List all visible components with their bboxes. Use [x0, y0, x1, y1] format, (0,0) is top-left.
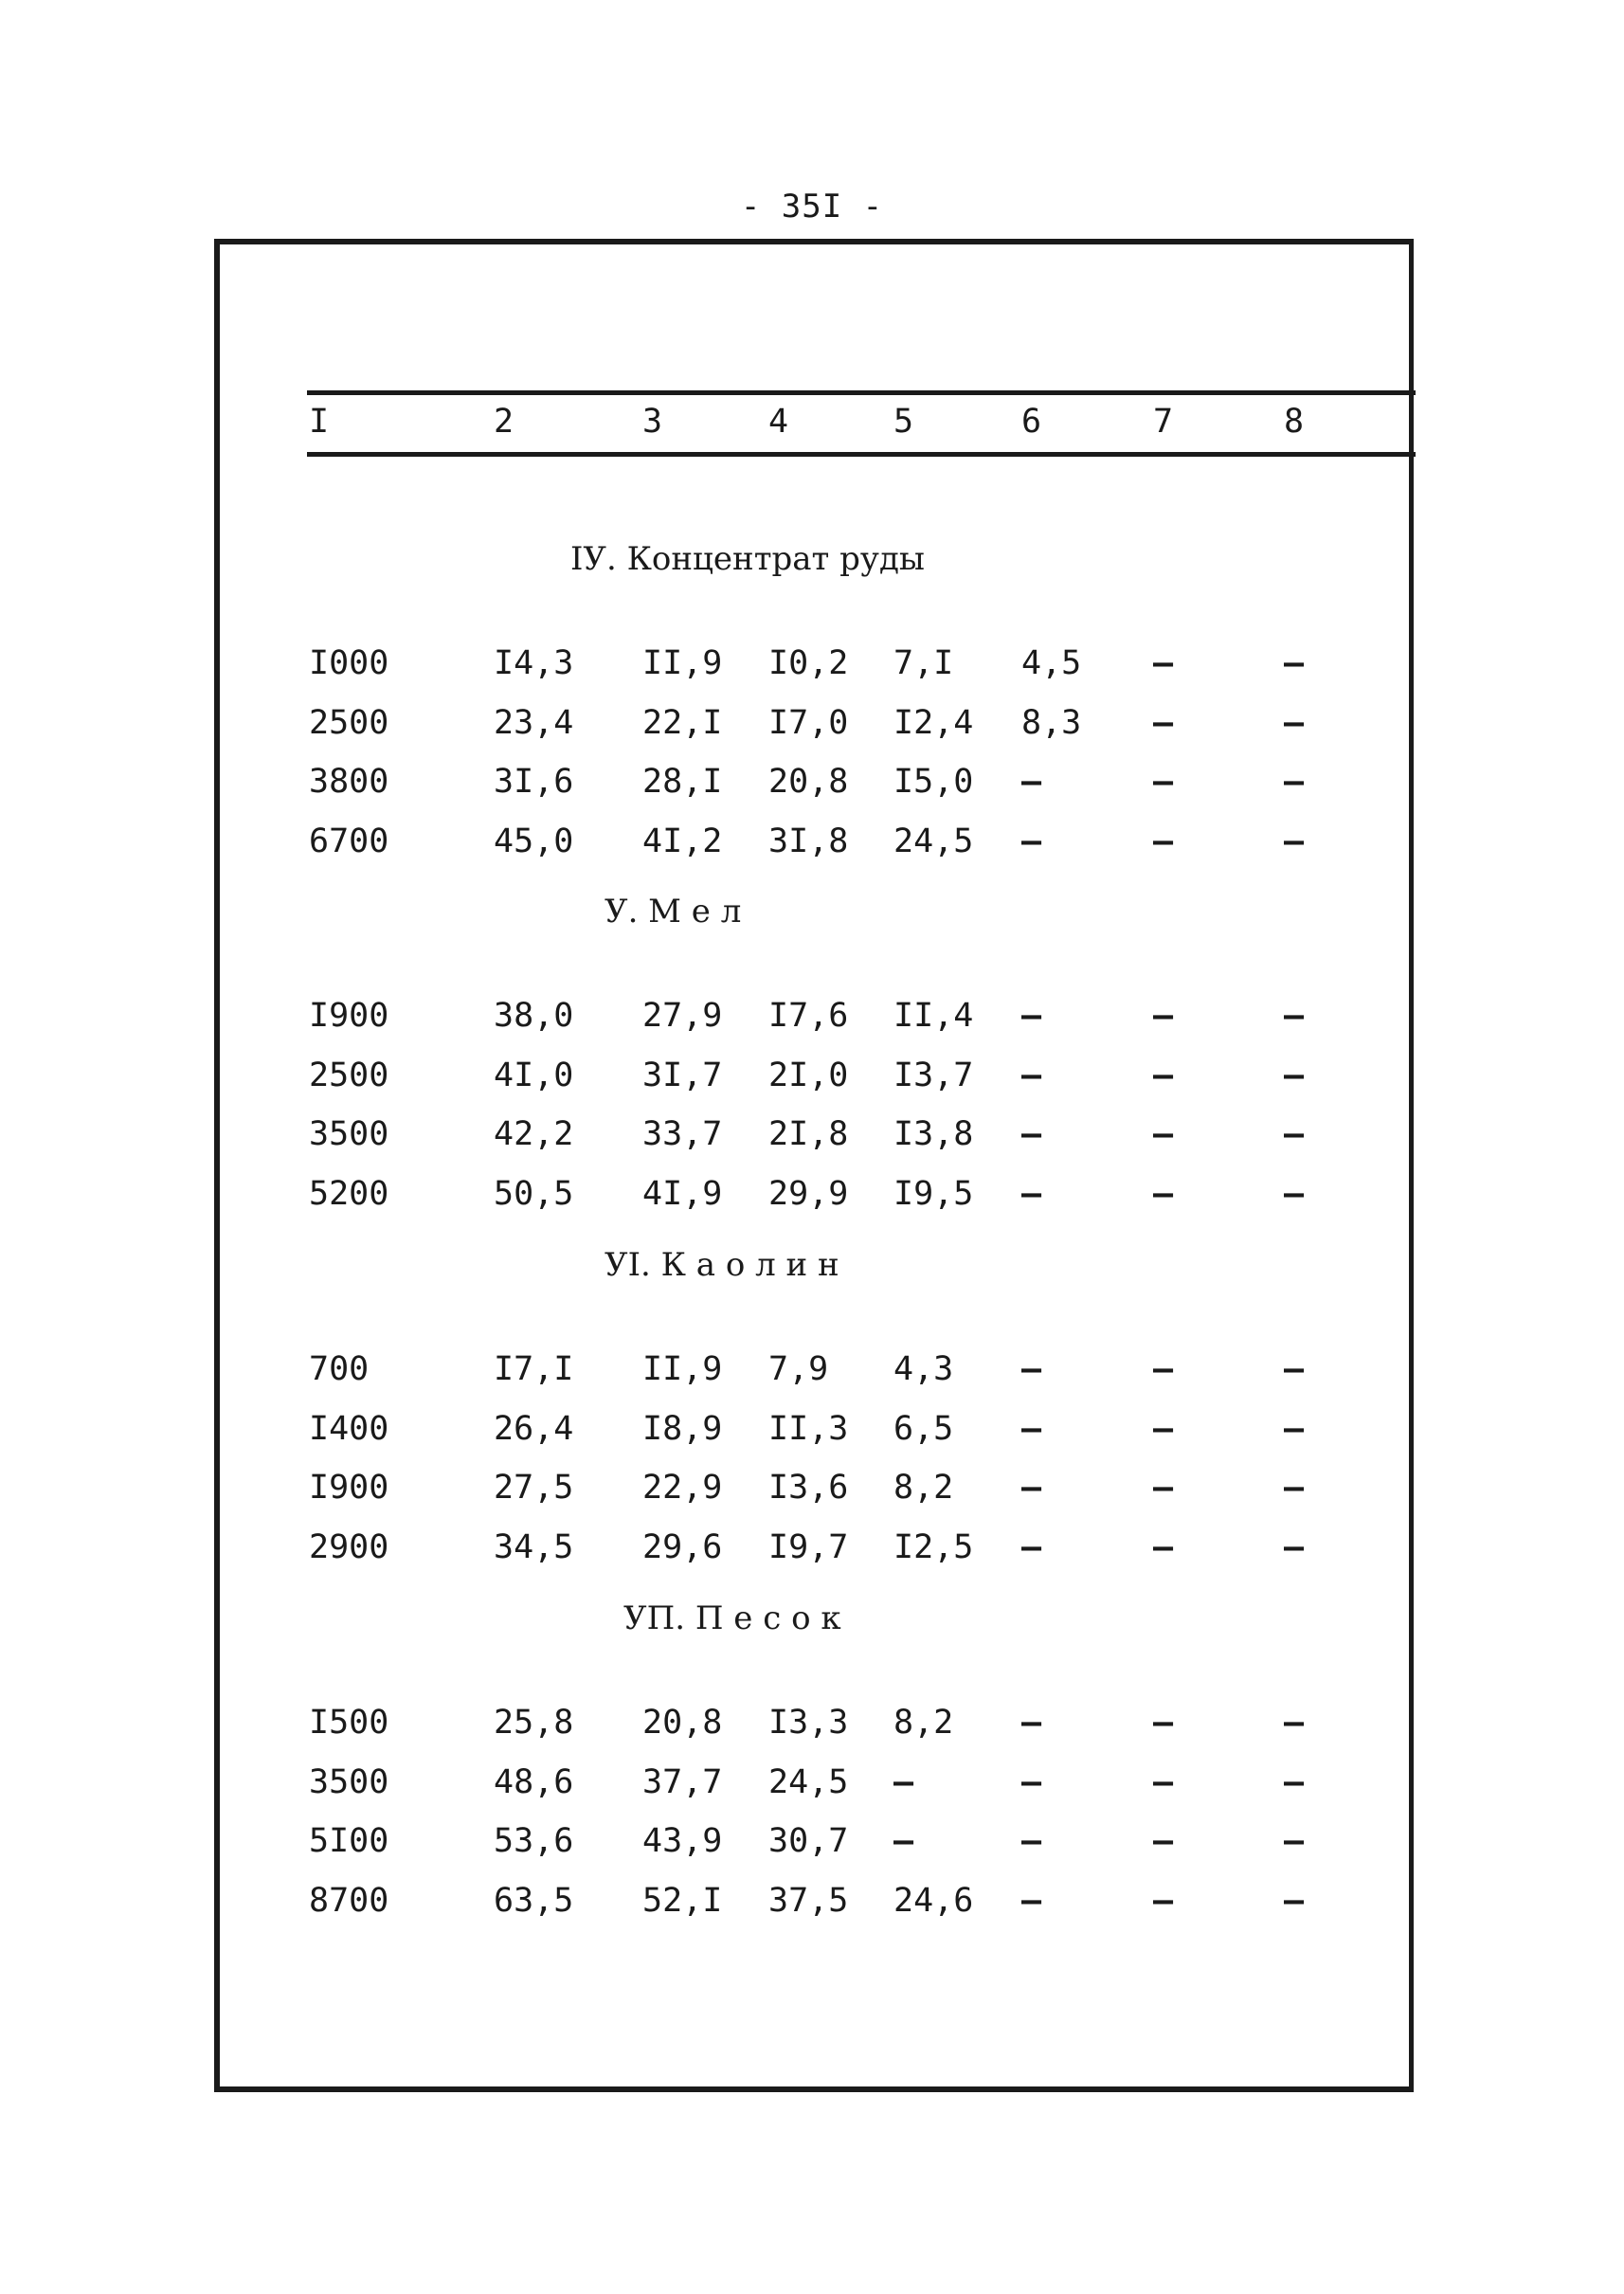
- table-cell: 48,6: [494, 1763, 574, 1801]
- table-cell: 43,9: [642, 1822, 723, 1860]
- table-cell: 24,6: [893, 1882, 974, 1920]
- table-cell: –: [1153, 1175, 1174, 1213]
- table-cell: –: [1153, 1115, 1174, 1153]
- table-cell: 24,5: [768, 1763, 849, 1801]
- table-cell: 27,9: [642, 997, 723, 1035]
- table-cell: 23,4: [494, 704, 574, 742]
- table-cell: 4I,2: [642, 822, 723, 860]
- table-cell: 34,5: [494, 1528, 574, 1566]
- table-cell: –: [1153, 822, 1174, 860]
- table-cell: 3I,8: [768, 822, 849, 860]
- table-cell: 27,5: [494, 1469, 574, 1507]
- table-cell: 63,5: [494, 1882, 574, 1920]
- table-cell: 33,7: [642, 1115, 723, 1153]
- table-cell: I7,0: [768, 704, 849, 742]
- table-cell: 4: [768, 403, 789, 441]
- table-cell: 25,8: [494, 1704, 574, 1742]
- table-cell: –: [1284, 644, 1305, 682]
- table-cell: 2I,8: [768, 1115, 849, 1153]
- table-cell: 8,2: [893, 1469, 954, 1507]
- table-cell: –: [1153, 997, 1174, 1035]
- table-cell: 38,0: [494, 997, 574, 1035]
- table-cell: I900: [309, 997, 389, 1035]
- table-cell: –: [1021, 1057, 1042, 1094]
- table-cell: I3,8: [893, 1115, 974, 1153]
- table-cell: –: [1021, 1704, 1042, 1742]
- table-cell: 26,4: [494, 1410, 574, 1448]
- table-cell: –: [1153, 1350, 1174, 1388]
- table-cell: 3500: [309, 1115, 389, 1153]
- table-cell: –: [1153, 1410, 1174, 1448]
- table-cell: –: [1021, 1882, 1042, 1920]
- table-frame: [214, 239, 1414, 2092]
- table-cell: –: [1153, 1822, 1174, 1860]
- table-cell: 28,I: [642, 763, 723, 801]
- table-cell: –: [1153, 644, 1174, 682]
- table-cell: –: [1153, 1704, 1174, 1742]
- table-cell: I000: [309, 644, 389, 682]
- table-cell: –: [1021, 1410, 1042, 1448]
- table-cell: 2: [494, 403, 514, 441]
- table-cell: –: [1284, 822, 1305, 860]
- table-cell: 3800: [309, 763, 389, 801]
- table-cell: 24,5: [893, 822, 974, 860]
- table-cell: –: [1021, 1175, 1042, 1213]
- table-cell: I9,5: [893, 1175, 974, 1213]
- table-cell: 4I,9: [642, 1175, 723, 1213]
- table-cell: I9,7: [768, 1528, 849, 1566]
- table-cell: II,9: [642, 644, 723, 682]
- table-cell: 700: [309, 1350, 370, 1388]
- table-cell: 22,I: [642, 704, 723, 742]
- table-cell: I2,5: [893, 1528, 974, 1566]
- table-cell: –: [1284, 1469, 1305, 1507]
- header-rule-bottom: [307, 452, 1416, 457]
- table-cell: 52,I: [642, 1882, 723, 1920]
- table-cell: –: [893, 1822, 914, 1860]
- table-cell: 20,8: [768, 763, 849, 801]
- table-cell: –: [1021, 1763, 1042, 1801]
- table-cell: 5I00: [309, 1822, 389, 1860]
- table-cell: 5: [893, 403, 914, 441]
- table-cell: –: [1284, 997, 1305, 1035]
- table-cell: 3I,6: [494, 763, 574, 801]
- table-cell: I0,2: [768, 644, 849, 682]
- table-cell: –: [1153, 1057, 1174, 1094]
- table-cell: 4,5: [1021, 644, 1082, 682]
- section-title-text: УП. П е с о к: [623, 1599, 841, 1637]
- table-cell: 2500: [309, 1057, 389, 1094]
- table-cell: 8: [1284, 403, 1305, 441]
- table-cell: –: [1153, 763, 1174, 801]
- table-cell: 29,9: [768, 1175, 849, 1213]
- table-cell: –: [1021, 1350, 1042, 1388]
- table-cell: 3500: [309, 1763, 389, 1801]
- table-cell: 6,5: [893, 1410, 954, 1448]
- table-cell: –: [1021, 1115, 1042, 1153]
- table-cell: 8,3: [1021, 704, 1082, 742]
- table-cell: –: [1284, 1528, 1305, 1566]
- section-title-text: IУ. Концентрат руды: [570, 540, 925, 578]
- table-cell: –: [1021, 997, 1042, 1035]
- table-cell: 29,6: [642, 1528, 723, 1566]
- table-cell: I400: [309, 1410, 389, 1448]
- table-cell: 3: [642, 403, 663, 441]
- table-cell: 4,3: [893, 1350, 954, 1388]
- table-cell: 3I,7: [642, 1057, 723, 1094]
- table-cell: –: [1284, 1175, 1305, 1213]
- table-cell: II,3: [768, 1410, 849, 1448]
- table-cell: I500: [309, 1704, 389, 1742]
- table-cell: 45,0: [494, 822, 574, 860]
- table-cell: I3,7: [893, 1057, 974, 1094]
- table-cell: –: [1021, 822, 1042, 860]
- table-cell: I900: [309, 1469, 389, 1507]
- table-cell: –: [1153, 1882, 1174, 1920]
- section-title-text: УI. К а о л и н: [604, 1246, 839, 1284]
- table-cell: –: [1021, 1822, 1042, 1860]
- table-cell: –: [1153, 1469, 1174, 1507]
- table-cell: I: [309, 403, 330, 441]
- table-cell: 5200: [309, 1175, 389, 1213]
- table-cell: –: [1284, 1057, 1305, 1094]
- table-cell: 6700: [309, 822, 389, 860]
- table-cell: –: [1153, 704, 1174, 742]
- table-cell: 8,2: [893, 1704, 954, 1742]
- table-cell: –: [1284, 1350, 1305, 1388]
- table-cell: I3,6: [768, 1469, 849, 1507]
- header-rule-top: [307, 390, 1416, 395]
- table-cell: –: [893, 1763, 914, 1801]
- section-title-text: У. М е л: [604, 893, 742, 930]
- table-cell: –: [1284, 763, 1305, 801]
- table-cell: –: [1284, 1763, 1305, 1801]
- table-cell: I5,0: [893, 763, 974, 801]
- table-cell: –: [1284, 1115, 1305, 1153]
- table-cell: 7,I: [893, 644, 954, 682]
- table-cell: 2500: [309, 704, 389, 742]
- table-cell: 22,9: [642, 1469, 723, 1507]
- table-cell: –: [1021, 1469, 1042, 1507]
- table-cell: 6: [1021, 403, 1042, 441]
- table-cell: I3,3: [768, 1704, 849, 1742]
- table-cell: –: [1284, 1822, 1305, 1860]
- table-cell: I7,6: [768, 997, 849, 1035]
- table-cell: –: [1284, 704, 1305, 742]
- table-cell: I8,9: [642, 1410, 723, 1448]
- table-cell: –: [1153, 1528, 1174, 1566]
- table-cell: –: [1284, 1882, 1305, 1920]
- table-cell: –: [1284, 1704, 1305, 1742]
- table-cell: –: [1153, 1763, 1174, 1801]
- table-cell: 30,7: [768, 1822, 849, 1860]
- table-cell: –: [1284, 1410, 1305, 1448]
- table-cell: I2,4: [893, 704, 974, 742]
- table-cell: 2900: [309, 1528, 389, 1566]
- table-cell: I7,I: [494, 1350, 574, 1388]
- table-cell: 20,8: [642, 1704, 723, 1742]
- page-number: - 35I -: [740, 188, 884, 226]
- table-cell: I4,3: [494, 644, 574, 682]
- table-cell: 37,7: [642, 1763, 723, 1801]
- table-cell: –: [1021, 1528, 1042, 1566]
- table-cell: 7,9: [768, 1350, 829, 1388]
- table-cell: II,4: [893, 997, 974, 1035]
- table-cell: 37,5: [768, 1882, 849, 1920]
- table-cell: 8700: [309, 1882, 389, 1920]
- table-cell: 2I,0: [768, 1057, 849, 1094]
- table-cell: 50,5: [494, 1175, 574, 1213]
- table-cell: II,9: [642, 1350, 723, 1388]
- table-cell: 42,2: [494, 1115, 574, 1153]
- table-cell: 7: [1153, 403, 1174, 441]
- table-cell: –: [1021, 763, 1042, 801]
- table-cell: 53,6: [494, 1822, 574, 1860]
- table-cell: 4I,0: [494, 1057, 574, 1094]
